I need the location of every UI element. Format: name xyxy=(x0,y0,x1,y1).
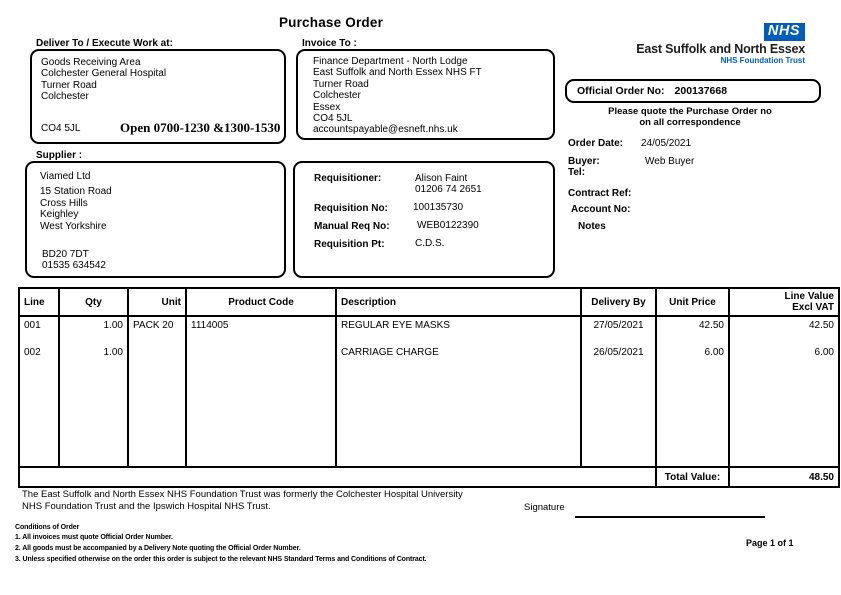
condition-item: 1. All invoices must quote Official Order Number. xyxy=(15,534,173,541)
col-header-description: Description xyxy=(336,288,581,316)
invoice-to-label: Invoice To : xyxy=(302,38,357,49)
buyer-value: Web Buyer xyxy=(645,156,695,167)
trust-subtitle: NHS Foundation Trust xyxy=(720,56,805,65)
requisitioner-phone: 01206 74 2651 xyxy=(415,184,482,195)
account-no-label: Account No: xyxy=(571,204,631,215)
notes-label: Notes xyxy=(578,221,606,232)
signature-line xyxy=(575,516,765,518)
cell-description: REGULAR EYE MASKS CARRIAGE CHARGE xyxy=(336,316,581,467)
order-date-label: Order Date: xyxy=(568,138,624,149)
deliver-to-line: Colchester General Hospital xyxy=(41,68,167,80)
signature-label: Signature xyxy=(524,502,565,513)
supplier-label: Supplier : xyxy=(36,150,83,161)
supplier-postcode: BD20 7DT xyxy=(42,249,89,260)
supplier-name: Viamed Ltd xyxy=(40,171,91,182)
deliver-to-line: Colchester xyxy=(41,91,89,103)
supplier-line: 15 Station Road xyxy=(40,186,112,198)
deliver-to-label: Deliver To / Execute Work at: xyxy=(36,38,173,49)
official-order-box xyxy=(565,79,821,103)
cell-qty: 1.00 1.00 xyxy=(59,316,128,467)
manual-req-no-label: Manual Req No: xyxy=(314,221,390,232)
condition-item: 3. Unless specified otherwise on the order this order is subject to the relevant NHS Standard Terms and Conditions of Contract. xyxy=(15,556,427,563)
invoice-to-line: Colchester xyxy=(313,90,361,102)
nhs-trust-logo xyxy=(635,22,805,65)
requisition-no-label: Requisition No: xyxy=(314,203,388,214)
deliver-to-box xyxy=(30,49,286,144)
supplier-line: Cross Hills xyxy=(40,197,88,209)
conditions-list xyxy=(15,532,575,565)
cell-product-code: 1114005 xyxy=(186,316,336,467)
col-header-product-code: Product Code xyxy=(186,288,336,316)
invoice-to-line: CO4 5JL xyxy=(313,113,353,125)
cell-delivery-by: 27/05/2021 26/05/2021 xyxy=(581,316,656,467)
col-header-unit-price: Unit Price xyxy=(656,288,729,316)
contract-ref-label: Contract Ref: xyxy=(568,188,632,199)
requisition-box xyxy=(293,161,555,278)
table-header-row xyxy=(19,288,839,316)
requisitioner-name: Alison Faint xyxy=(415,173,468,184)
invoice-to-box xyxy=(296,49,555,140)
col-header-line: Line xyxy=(19,288,59,316)
invoice-to-email: accountspayable@esneft.nhs.uk xyxy=(313,124,458,136)
manual-req-no-value: WEB0122390 xyxy=(417,220,479,231)
invoice-to-line: Essex xyxy=(313,101,341,113)
invoice-to-line: Turner Road xyxy=(313,78,369,90)
total-value-amount: 48.50 xyxy=(729,467,839,487)
official-order-number: 200137668 xyxy=(674,85,728,97)
table-body-row xyxy=(19,316,839,467)
official-order-label: Official Order No: xyxy=(577,85,665,97)
cell-unit-price: 42.50 6.00 xyxy=(656,316,729,467)
table-total-row xyxy=(19,467,839,487)
supplier-line: West Yorkshire xyxy=(40,220,107,232)
total-value-label: Total Value: xyxy=(656,467,729,487)
cell-line-value: 42.50 6.00 xyxy=(729,316,839,467)
supplier-box xyxy=(25,161,286,278)
conditions-title: Conditions of Order xyxy=(15,524,80,531)
line-items-table xyxy=(18,287,840,488)
condition-item: 2. All goods must be accompanied by a Delivery Note quoting the Official Order Number. xyxy=(15,545,301,552)
col-header-qty: Qty xyxy=(59,288,128,316)
deliver-to-line: Goods Receiving Area xyxy=(41,57,141,68)
page-title: Purchase Order xyxy=(278,15,384,30)
col-header-line-value: Line Value Excl VAT xyxy=(729,288,839,316)
supplier-phone: 01535 634542 xyxy=(42,260,106,271)
requisition-pt-value: C.D.S. xyxy=(415,238,445,249)
col-header-delivery-by: Delivery By xyxy=(581,288,656,316)
requisitioner-label: Requisitioner: xyxy=(314,173,382,184)
deliver-to-postcode: CO4 5JL xyxy=(41,122,81,134)
trust-name: East Suffolk and North Essex xyxy=(636,42,805,56)
cell-unit: PACK 20 xyxy=(128,316,186,467)
deliver-to-line: Turner Road xyxy=(41,79,97,91)
page-number: Page 1 of 1 xyxy=(746,538,794,548)
buyer-label: Buyer: xyxy=(568,156,600,167)
invoice-to-line: East Suffolk and North Essex NHS FT xyxy=(313,67,482,79)
requisition-pt-label: Requisition Pt: xyxy=(314,239,385,250)
order-date-value: 24/05/2021 xyxy=(641,138,692,149)
trust-note: The East Suffolk and North Essex NHS Foundation Trust was formerly the Colchester Hospital University NHS Foundation Trust and the Ipswich Hospital NHS Trust. xyxy=(22,489,463,512)
cell-line: 001 002 xyxy=(19,316,59,467)
deliver-to-open-hours: Open 0700-1230 &1300-1530 xyxy=(120,120,281,135)
quote-note: Please quote the Purchase Order no on all correspondence xyxy=(608,106,772,128)
tel-label: Tel: xyxy=(568,167,586,178)
total-row-spacer xyxy=(19,467,656,487)
nhs-logo-icon: NHS xyxy=(764,23,805,41)
supplier-line: Keighley xyxy=(40,209,79,221)
invoice-to-line: Finance Department - North Lodge xyxy=(313,56,468,67)
requisition-no-value: 100135730 xyxy=(413,202,464,213)
col-header-unit: Unit xyxy=(128,288,186,316)
